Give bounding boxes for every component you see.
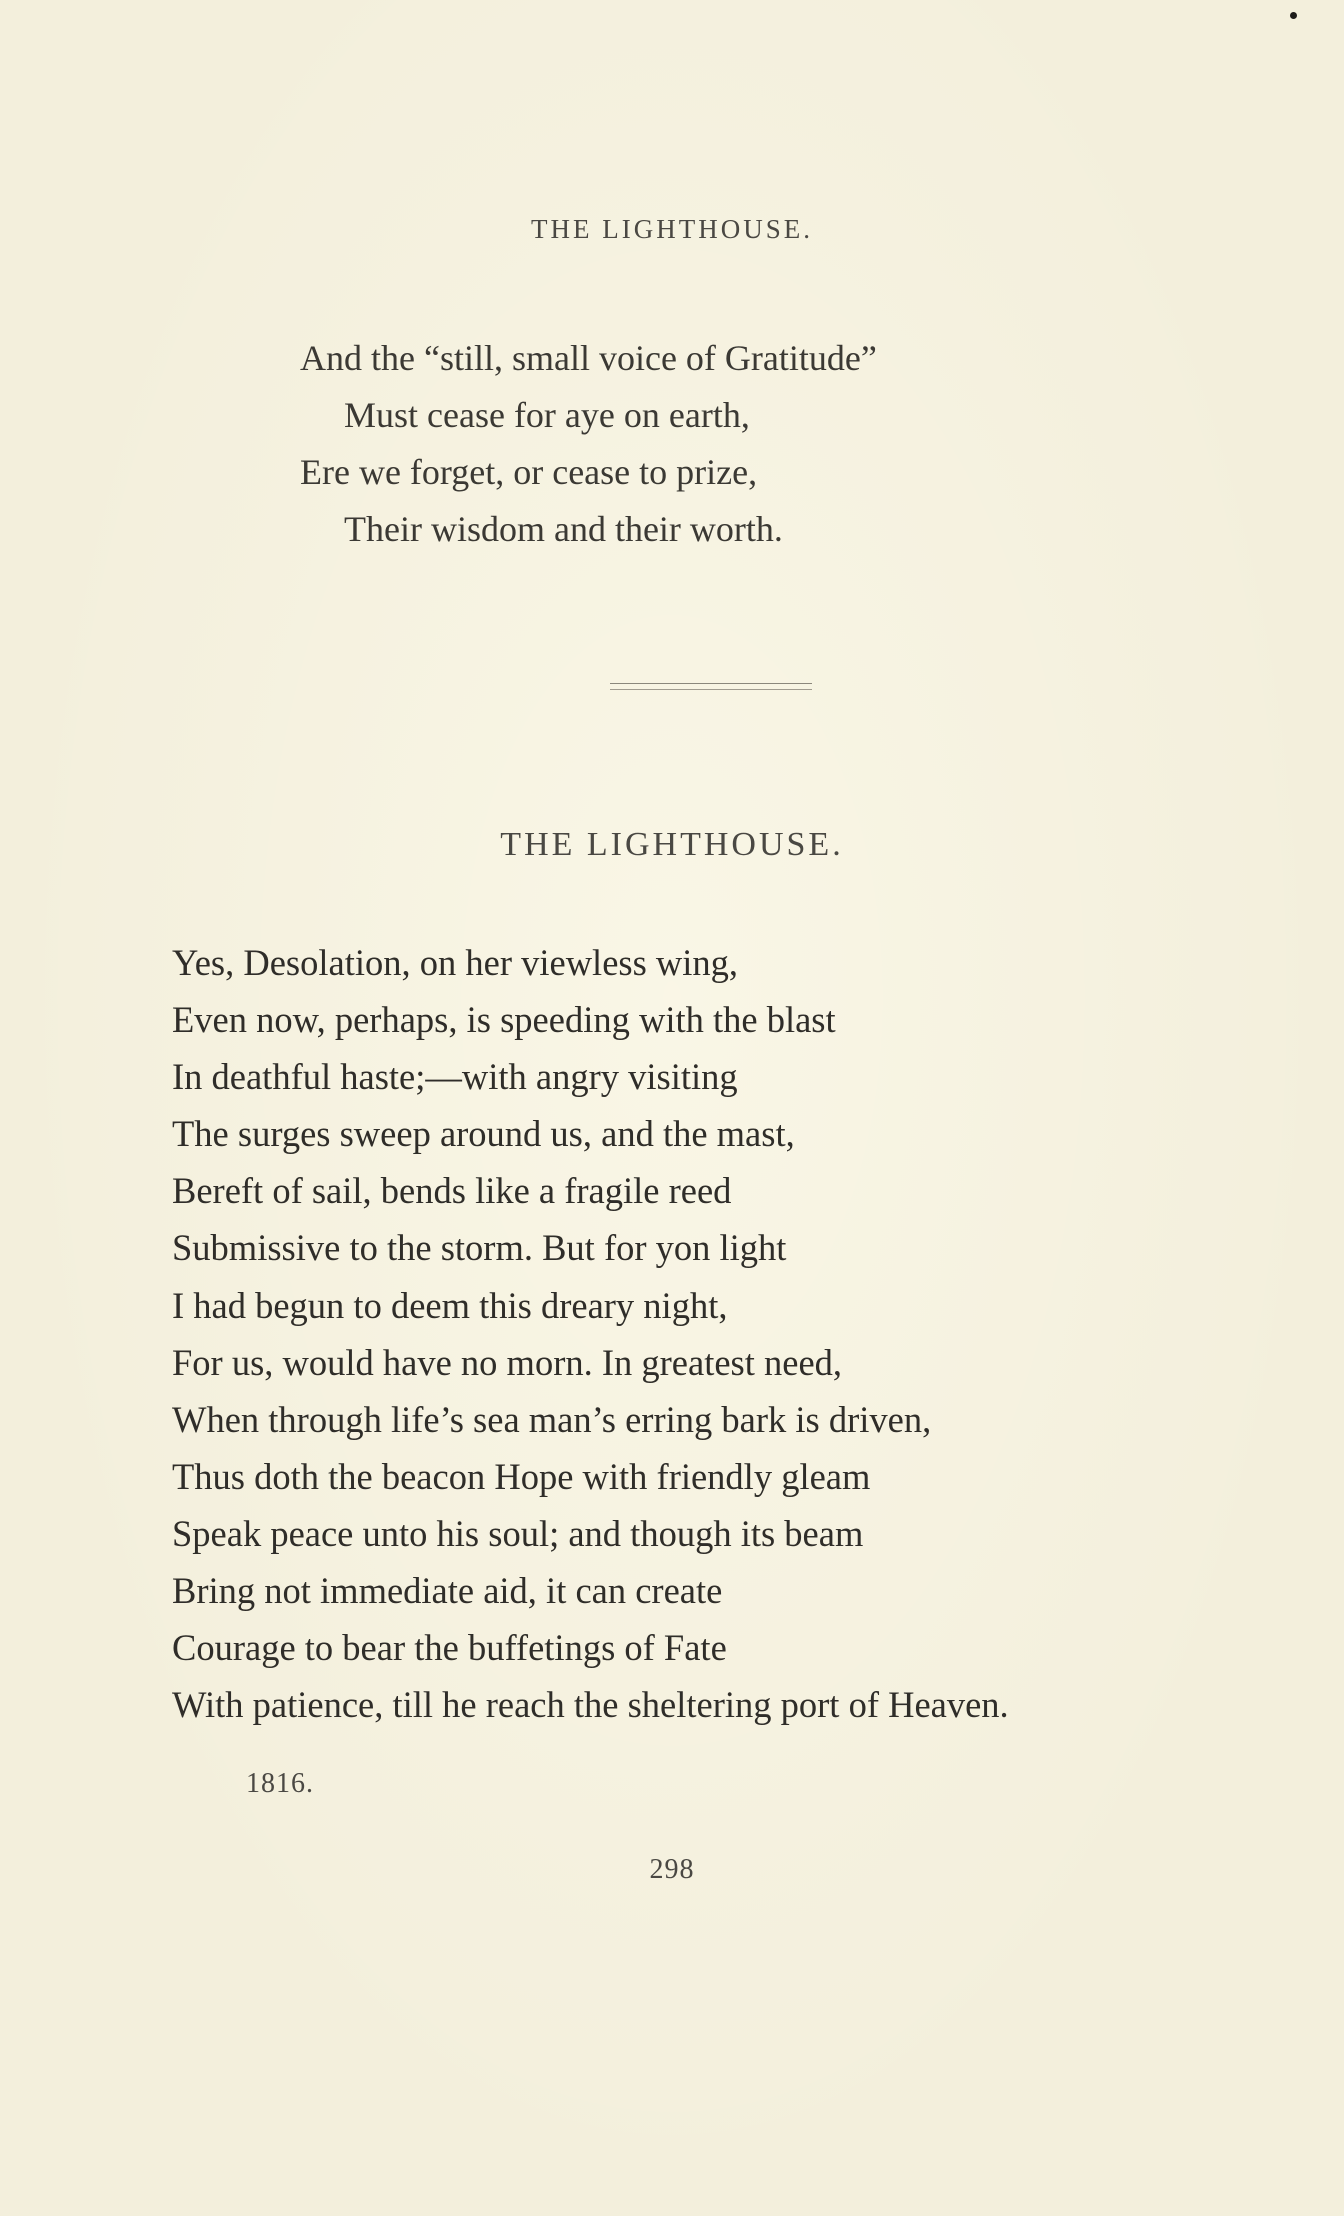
ink-speck xyxy=(1290,12,1297,19)
poem-line: Thus doth the beacon Hope with friendly gleam xyxy=(172,1455,871,1497)
poem-date: 1816. xyxy=(246,1768,314,1799)
page-number: 298 xyxy=(649,1854,695,1885)
poem-line: I had begun to deem this dreary night, xyxy=(172,1284,728,1326)
stanza-line: Must cease for aye on earth, xyxy=(344,395,750,435)
poem-line: Submissive to the storm. But for yon light xyxy=(172,1227,787,1269)
poem-body xyxy=(172,934,1009,1733)
poem-title: THE LIGHTHOUSE. xyxy=(500,826,844,863)
poem-line: For us, would have no morn. In greatest need, xyxy=(172,1341,843,1383)
poem-line: When through life’s sea man’s erring bark is driven, xyxy=(172,1398,932,1440)
stanza-line: And the “still, small voice of Gratitude” xyxy=(300,338,877,378)
section-divider-lower xyxy=(610,689,812,690)
poem-line: Bereft of sail, bends like a fragile reed xyxy=(172,1170,732,1212)
stanza xyxy=(300,330,877,558)
running-head: THE LIGHTHOUSE. xyxy=(531,214,813,244)
poem-line: Speak peace unto his soul; and though its beam xyxy=(172,1512,864,1554)
poem-line: The surges sweep around us, and the mast, xyxy=(172,1113,795,1155)
section-divider xyxy=(610,683,812,684)
poem-line: Even now, perhaps, is speeding with the blast xyxy=(172,999,836,1041)
poem-line: With patience, till he reach the sheltering port of Heaven. xyxy=(172,1684,1009,1726)
poem-line: Courage to bear the buffetings of Fate xyxy=(172,1627,727,1669)
poem-line: Yes, Desolation, on her viewless wing, xyxy=(172,942,739,983)
stanza-line: Ere we forget, or cease to prize, xyxy=(300,452,758,492)
stanza-line: Their wisdom and their worth. xyxy=(344,509,783,549)
poem-line: Bring not immediate aid, it can create xyxy=(172,1570,723,1612)
poem-line: In deathful haste;—with angry visiting xyxy=(172,1056,738,1098)
